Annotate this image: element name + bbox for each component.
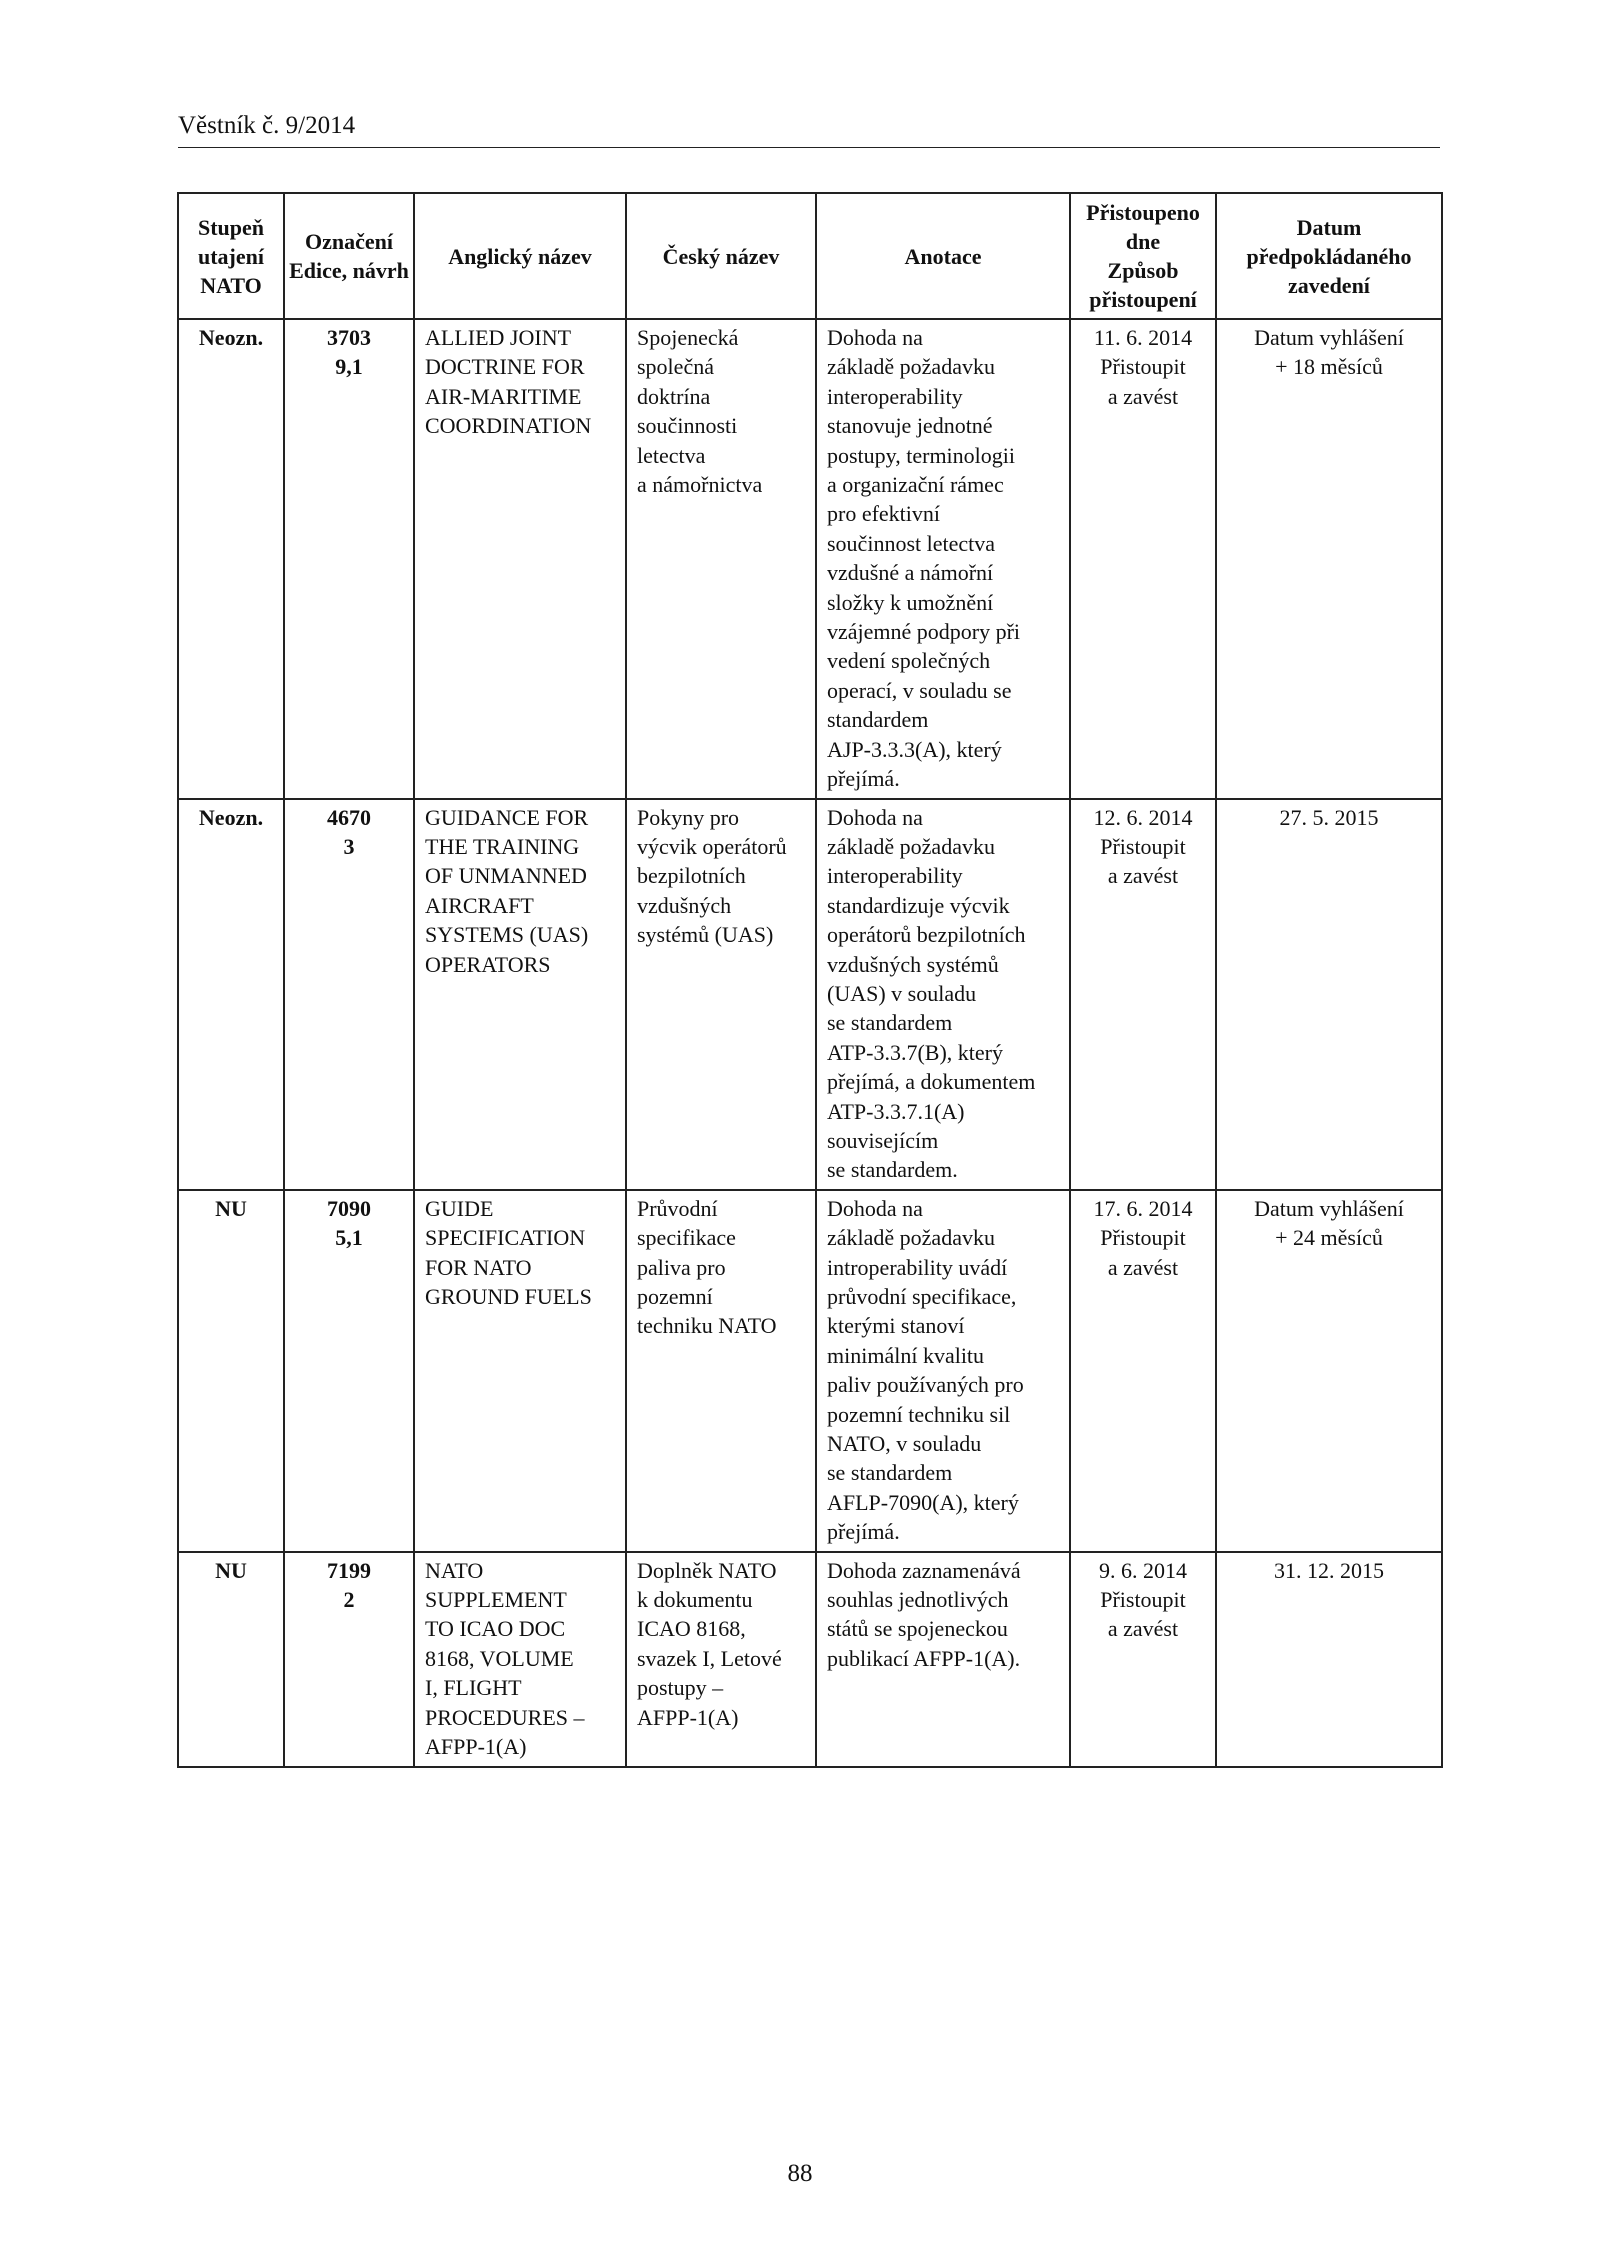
text-line: přejímá. (827, 766, 900, 792)
text-line: základě požadavku (827, 354, 995, 380)
text-line: ALLIED JOINT (425, 325, 572, 350)
text-line: vedení společných (827, 648, 991, 674)
text-line: interoperability (827, 863, 963, 889)
cell-designation (284, 799, 414, 1190)
text-line: 8168, VOLUME (425, 1645, 574, 1671)
text-line: ATP-3.3.7.1(A) (827, 1098, 965, 1124)
col-header-designation (284, 193, 414, 319)
text-line: Doplněk NATO (637, 1557, 777, 1583)
cell-implementation-date (1216, 1190, 1442, 1552)
text-line: Přistoupit (1100, 354, 1186, 380)
text-line: vzdušné a námořní (827, 560, 994, 586)
page-number: 88 (787, 2160, 813, 2187)
text-line: výcvik operátorů (637, 833, 787, 859)
text-line: SPECIFICATION (425, 1225, 586, 1251)
text-line: 17. 6. 2014 (1093, 1195, 1193, 1221)
cell-annotation (816, 799, 1070, 1190)
text-line: SYSTEMS (UAS) (425, 922, 589, 948)
text-line: 7090 (327, 1195, 371, 1221)
cell-level: NU (178, 1552, 284, 1767)
text-line: specifikace (637, 1225, 736, 1251)
text-line: AFLP-7090(A), který (827, 1489, 1019, 1515)
text-line: vzdušných systémů (827, 951, 999, 977)
text-line: paliva pro (637, 1254, 726, 1280)
text-line: 3 (343, 833, 355, 859)
text-line: součinnost letectva (827, 530, 996, 556)
cell-accession (1070, 799, 1216, 1190)
cell-english-title (414, 319, 626, 799)
table-row (178, 1552, 1442, 1767)
text-line: států se spojeneckou (827, 1616, 1008, 1642)
text-line: standardem (827, 707, 929, 733)
text-line: + 18 měsíců (1275, 354, 1383, 380)
text-line: přistoupení (1089, 287, 1197, 312)
cell-accession (1070, 319, 1216, 799)
text-line: kterými stanoví (827, 1313, 965, 1339)
text-line: Anotace (904, 243, 982, 269)
text-line: 11. 6. 2014 (1093, 325, 1193, 350)
text-line: přejímá. (827, 1519, 900, 1545)
text-line: AIR-MARITIME (425, 383, 582, 409)
text-line: souhlas jednotlivých (827, 1587, 1009, 1613)
cell-implementation-date (1216, 799, 1442, 1190)
text-line: THE TRAINING (425, 833, 580, 859)
text-line: PROCEDURES – (425, 1704, 585, 1730)
text-line: Anglický název (448, 243, 592, 269)
text-line: se standardem (827, 1010, 953, 1036)
text-line: Stupeň (197, 214, 265, 240)
text-line: SUPPLEMENT (425, 1587, 567, 1613)
text-line: základě požadavku (827, 833, 995, 859)
text-line: introperability uvádí (827, 1254, 1008, 1280)
text-line: Přistoupit (1100, 833, 1186, 859)
text-line: FOR NATO (425, 1254, 532, 1280)
text-line: OPERATORS (425, 951, 551, 977)
text-line: Přistoupeno (1086, 200, 1200, 225)
text-line: a zavést (1107, 383, 1179, 409)
text-line: Dohoda zaznamenává (827, 1557, 1021, 1583)
text-line: Dohoda na (827, 1195, 923, 1221)
table-header-row (178, 193, 1442, 319)
table-row (178, 319, 1442, 799)
page-header (178, 111, 1440, 148)
text-line: ICAO 8168, (637, 1616, 746, 1642)
text-line: souvisejícím (827, 1127, 939, 1153)
text-line: 4670 (327, 804, 371, 830)
text-line: publikací AFPP-1(A). (827, 1645, 1021, 1671)
text-line: a zavést (1107, 863, 1179, 889)
text-line: ATP-3.3.7(B), který (827, 1039, 1003, 1065)
cell-annotation (816, 1552, 1070, 1767)
standards-table (177, 192, 1443, 1768)
text-line: průvodní specifikace, (827, 1284, 1017, 1309)
text-line: Český název (662, 243, 780, 269)
text-line: utajení (198, 243, 264, 269)
text-line: NATO (425, 1557, 484, 1583)
text-line: letectva (637, 442, 706, 468)
cell-czech-title (626, 799, 816, 1190)
text-line: součinnosti (637, 413, 738, 439)
text-line: přejímá, a dokumentem (827, 1069, 1036, 1095)
text-line: a organizační rámec (827, 472, 1004, 498)
cell-level: Neozn. (178, 319, 284, 799)
text-line: AFPP-1(A) (425, 1734, 527, 1760)
text-line: systémů (UAS) (637, 922, 774, 948)
text-line: dne (1125, 229, 1161, 254)
text-line: doktrína (637, 383, 711, 409)
cell-czech-title (626, 1190, 816, 1552)
col-header-annotation (816, 193, 1070, 319)
cell-level: NU (178, 1190, 284, 1552)
cell-designation (284, 1190, 414, 1552)
col-header-date (1216, 193, 1442, 319)
col-header-accession (1070, 193, 1216, 319)
cell-designation (284, 1552, 414, 1767)
text-line: zavedení (1288, 272, 1370, 298)
text-line: pro efektivní (827, 501, 941, 527)
text-line: Průvodní (637, 1195, 718, 1221)
text-line: vzdušných (637, 892, 732, 918)
text-line: svazek I, Letové (637, 1645, 782, 1671)
cell-designation (284, 319, 414, 799)
text-line: stanovuje jednotné (827, 413, 993, 439)
cell-level: Neozn. (178, 799, 284, 1190)
text-line: pozemní techniku sil (827, 1401, 1011, 1427)
text-line: 9,1 (335, 354, 363, 380)
text-line: Pokyny pro (637, 804, 740, 830)
text-line: techniku NATO (637, 1313, 777, 1339)
text-line: 7199 (327, 1557, 371, 1583)
text-line: (UAS) v souladu (827, 980, 977, 1006)
table-row (178, 1190, 1442, 1552)
table-row (178, 799, 1442, 1190)
text-line: AJP-3.3.3(A), který (827, 736, 1002, 762)
text-line: Způsob (1107, 258, 1179, 283)
text-line: postupy, terminologii (827, 442, 1016, 468)
text-line: standardizuje výcvik (827, 892, 1010, 918)
text-line: se standardem. (827, 1157, 958, 1183)
text-line: 31. 12. 2015 (1274, 1557, 1384, 1583)
cell-annotation (816, 1190, 1070, 1552)
text-line: OF UNMANNED (425, 863, 587, 889)
text-line: I, FLIGHT (425, 1675, 522, 1701)
text-line: složky k umožnění (827, 589, 994, 615)
text-line: Datum (1296, 214, 1362, 240)
text-line: + 24 měsíců (1275, 1225, 1383, 1251)
text-line: základě požadavku (827, 1225, 995, 1251)
text-line: 5,1 (335, 1225, 363, 1251)
cell-english-title (414, 799, 626, 1190)
text-line: pozemní (637, 1284, 713, 1309)
text-line: 2 (343, 1587, 355, 1613)
text-line: TO ICAO DOC (425, 1616, 566, 1642)
text-line: AIRCRAFT (425, 892, 534, 918)
text-line: postupy – (637, 1675, 724, 1701)
text-line: a námořnictva (637, 472, 763, 498)
cell-english-title (414, 1552, 626, 1767)
text-line: předpokládaného (1246, 243, 1412, 269)
text-line: operací, v souladu se (827, 677, 1012, 703)
text-line: 12. 6. 2014 (1093, 804, 1193, 830)
col-header-level (178, 193, 284, 319)
text-line: GUIDE (425, 1195, 494, 1221)
cell-czech-title (626, 1552, 816, 1767)
text-line: a zavést (1107, 1616, 1179, 1642)
journal-title: Věstník č. 9/2014 (178, 112, 356, 139)
cell-accession (1070, 1190, 1216, 1552)
cell-czech-title (626, 319, 816, 799)
cell-accession (1070, 1552, 1216, 1767)
text-line: operátorů bezpilotních (827, 922, 1026, 948)
text-line: Edice, návrh (289, 258, 409, 283)
text-line: vzájemné podpory při (827, 619, 1021, 645)
text-line: GROUND FUELS (425, 1284, 592, 1309)
text-line: bezpilotních (637, 863, 746, 889)
text-line: DOCTRINE FOR (425, 354, 585, 380)
text-line: 9. 6. 2014 (1099, 1557, 1187, 1583)
text-line: Spojenecká (637, 325, 739, 350)
text-line: NATO, v souladu (827, 1431, 982, 1457)
text-line: k dokumentu (637, 1587, 753, 1613)
text-line: společná (637, 354, 714, 380)
text-line: a zavést (1107, 1254, 1179, 1280)
text-line: paliv používaných pro (827, 1372, 1024, 1398)
cell-annotation (816, 319, 1070, 799)
text-line: Datum vyhlášení (1254, 325, 1404, 350)
text-line: 3703 (327, 325, 371, 350)
text-line: Datum vyhlášení (1254, 1195, 1404, 1221)
cell-english-title (414, 1190, 626, 1552)
text-line: NATO (200, 272, 262, 298)
text-line: Označení (305, 229, 393, 254)
text-line: interoperability (827, 383, 963, 409)
text-line: AFPP-1(A) (637, 1704, 739, 1730)
text-line: se standardem (827, 1460, 953, 1486)
cell-implementation-date (1216, 1552, 1442, 1767)
col-header-english (414, 193, 626, 319)
text-line: 27. 5. 2015 (1279, 804, 1379, 830)
cell-implementation-date (1216, 319, 1442, 799)
text-line: Dohoda na (827, 325, 923, 350)
text-line: Dohoda na (827, 804, 923, 830)
text-line: COORDINATION (425, 413, 592, 439)
col-header-czech (626, 193, 816, 319)
text-line: minimální kvalitu (827, 1342, 985, 1368)
text-line: Přistoupit (1100, 1587, 1186, 1613)
text-line: Přistoupit (1100, 1225, 1186, 1251)
text-line: GUIDANCE FOR (425, 804, 589, 830)
